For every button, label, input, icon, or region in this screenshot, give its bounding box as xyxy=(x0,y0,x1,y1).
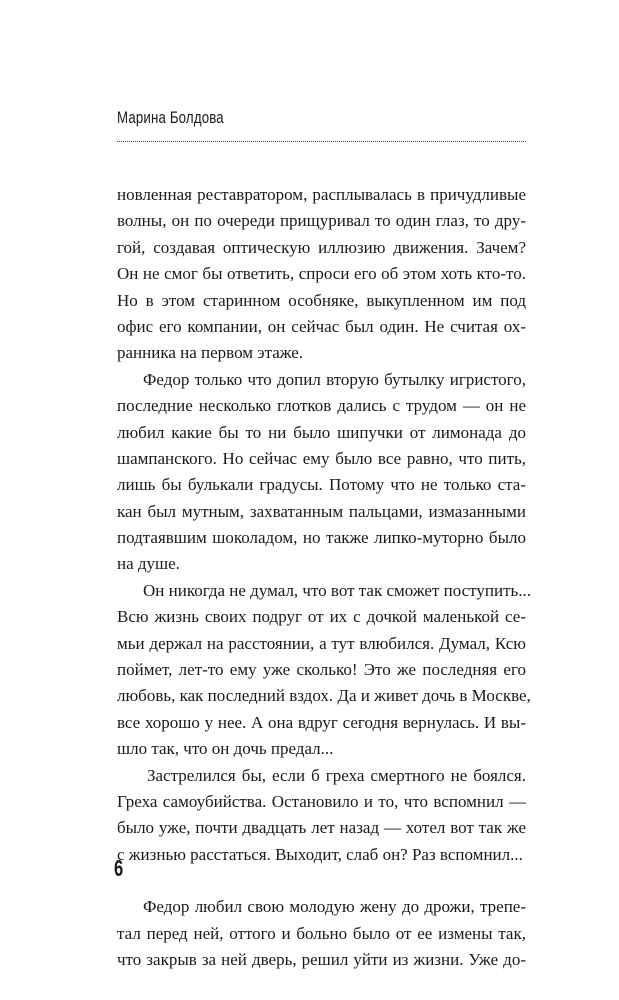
text-line: подтаявшим шоколадом, но также липко-муторно было xyxy=(117,528,526,548)
text-line: Федор только что допил вторую бутылку игристого, xyxy=(143,369,526,389)
text-line: тал перед ней, оттого и больно было от ее измены так, xyxy=(117,923,526,943)
text-line: было уже, почти двадцать лет назад — хотел вот так же xyxy=(117,818,526,838)
text-line: с жизнью расстаться. Выходит, слаб он? Раз вспомнил... xyxy=(117,844,523,864)
text-line: все хорошо у нее. А она вдруг сегодня вернулась. И вы- xyxy=(117,712,526,732)
text-line: шло так, что он дочь предал... xyxy=(117,739,334,759)
text-line: Он никогда не думал, что вот так сможет поступить... xyxy=(143,580,532,600)
text-line: Но в этом старинном особняке, выкупленном им под xyxy=(117,290,526,310)
text-line: на душе. xyxy=(117,554,180,574)
text-line: ранника на первом этаже. xyxy=(117,343,304,363)
text-line: Всю жизнь своих подруг от их с дочкой маленькой се- xyxy=(117,607,526,627)
body-text xyxy=(117,182,532,973)
text-line: офис его компании, он сейчас был один. Не считая ох- xyxy=(117,316,526,336)
text-line: гой, создавая оптическую иллюзию движения. Зачем? xyxy=(117,237,526,257)
text-line: любовь, как последний вздох. Да и живет дочь в Москве, xyxy=(117,686,531,706)
text-line: волны, он по очереди прищуривал то один глаз, то дру- xyxy=(117,211,526,231)
text-line: последние несколько глотков дались с трудом — он не xyxy=(117,396,526,416)
text-line: любил какие бы то ни было шипучки от лимонада до xyxy=(117,422,526,442)
text-line: шампанского. Но сейчас ему было все равно, что пить, xyxy=(117,448,526,468)
text-line: поймет, лет-то ему уже сколько! Это же последняя его xyxy=(117,660,526,680)
text-line: Застрелился бы, если б греха смертного не боялся. xyxy=(147,765,526,785)
text-line: мьи держал на расстоянии, а тут влюбился. Думал, Ксю xyxy=(117,633,526,653)
page-number: 6 xyxy=(114,855,124,881)
running-head-author: Марина Болдова xyxy=(117,108,224,127)
text-line: что закрыв за ней дверь, решил уйти из жизни. Уже до- xyxy=(117,949,526,969)
text-line: кан был мутным, захватанным пальцами, измазанными xyxy=(117,501,526,521)
section-break xyxy=(117,868,526,894)
text-line: Федор любил свою молодую жену до дрожи, трепе- xyxy=(143,897,526,917)
text-line: новленная реставратором, расплывалась в причудливые xyxy=(117,185,526,204)
text-line: Он не смог бы ответить, спроси его об этом хоть кто-то. xyxy=(117,264,526,284)
text-line: Греха самоубийства. Остановило и то, что вспомнил — xyxy=(117,791,526,811)
header-dotted-rule xyxy=(117,141,526,142)
text-line: лишь бы булькали градусы. Потому что не только ста- xyxy=(117,475,526,495)
